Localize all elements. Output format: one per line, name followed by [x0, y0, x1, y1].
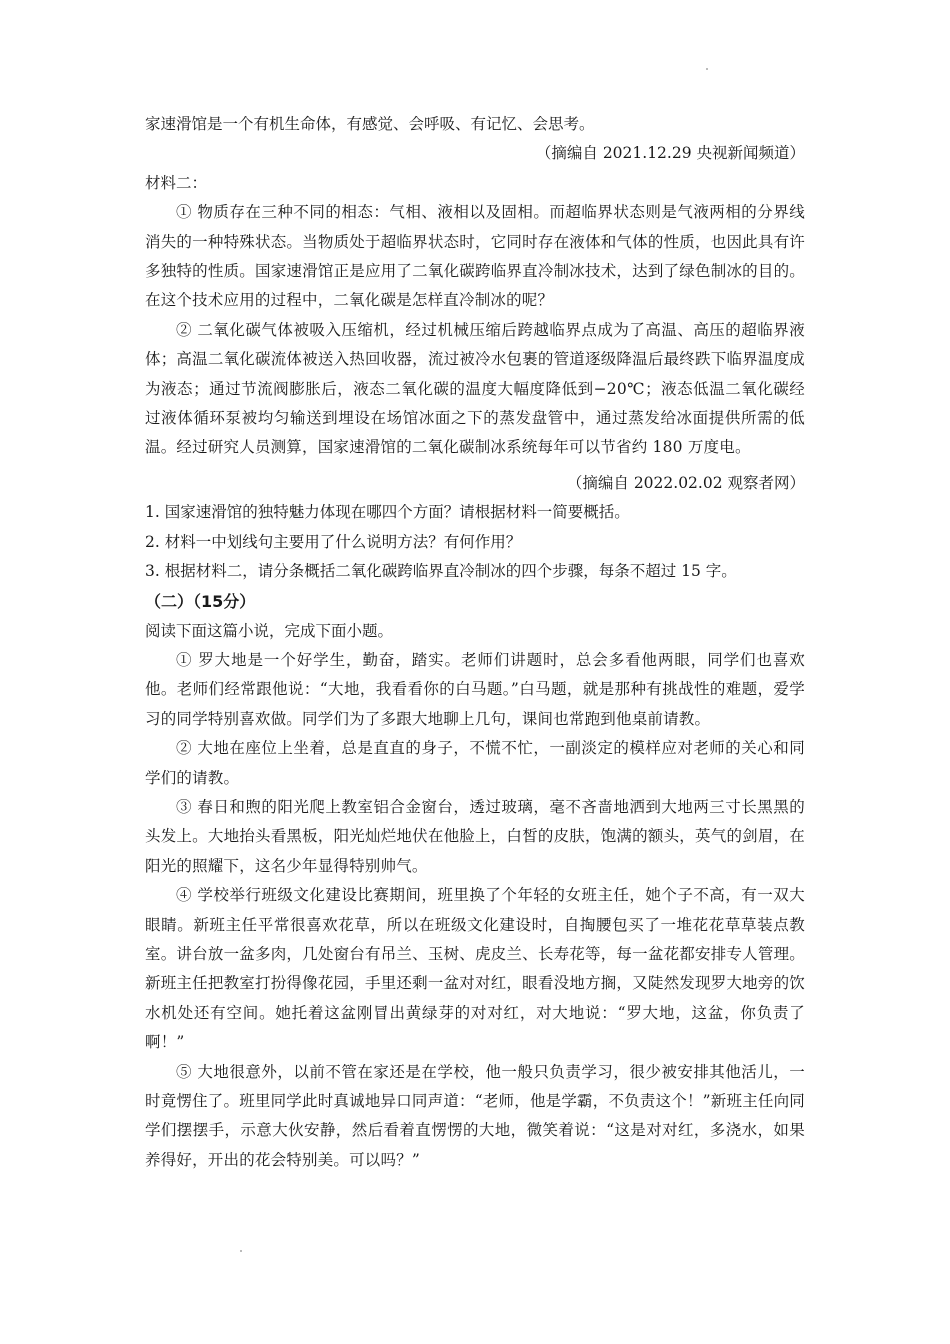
material2-paragraph-2: ② 二氧化碳气体被吸入压缩机，经过机械压缩后跨越临界点成为了高温、高压的超临界液体；高温二氧化碳流体被送入热回收器，流过被冷水包裹的管道逐级降温后最终跌下临界温度成为液态；通过节流阀膨胀后，液态二氧化碳的温度大幅度降低到−20℃；液态低温二氧化碳经过液体循环泵被均匀输送到埋设在场馆冰面之下的蒸发盘管中，通过蒸发给冰面提供所需的低温。经过研究人员测算，国家速滑馆的二氧化碳制冰系统每年可以节省约 180 万度电。: [145, 320, 805, 457]
page-mark-top: [706, 68, 708, 70]
question-1: 1. 国家速滑馆的独特魅力体现在哪四个方面？请根据材料一简要概括。: [145, 503, 630, 522]
question-3: 3. 根据材料二，请分条概括二氧化碳跨临界直冷制冰的四个步骤，每条不超过 15 字。: [145, 562, 737, 581]
story-paragraph-2: ② 大地在座位上坐着，总是直直的身子，不慌不忙，一副淡定的模样应对老师的关心和同学们的请教。: [145, 739, 805, 787]
section-2-title: （二）（15分）: [145, 591, 256, 611]
question-2: 2. 材料一中划线句主要用了什么说明方法？有何作用？: [145, 532, 522, 551]
page-mark-bottom: [240, 1250, 242, 1252]
section-2-intro: 阅读下面这篇小说，完成下面小题。: [145, 621, 394, 640]
material2-heading: 材料二：: [145, 173, 208, 192]
story-paragraph-3: ③ 春日和煦的阳光爬上教室铝合金窗台，透过玻璃，毫不吝啬地洒到大地两三寸长黑黑的头发上。大地抬头看黑板，阳光灿烂地伏在他脸上，白皙的皮肤，饱满的额头，英气的剑眉，在阳光的照耀下，这名少年显得特别帅气。: [145, 797, 805, 875]
story-paragraph-5: ⑤ 大地很意外，以前不管在家还是在学校，他一般只负责学习，很少被安排其他活儿，一时竟愣住了。班里同学此时真诚地异口同声道：“老师，他是学霸，不负责这个！”新班主任向同学们摆摆手，示意大伙安静，然后看着直愣愣的大地，微笑着说：“这是对对红，多浇水，如果养得好，开出的花会特别美。可以吗？”: [145, 1062, 805, 1169]
document-page: [145, 110, 805, 1175]
material1-tail: 家速滑馆是一个有机生命体，有感觉、会呼吸、有记忆、会思考。: [145, 115, 595, 133]
material2-paragraph-1: ① 物质存在三种不同的相态：气相、液相以及固相。而超临界状态则是气液两相的分界线消失的一种特殊状态。当物质处于超临界状态时，它同时存在液体和气体的性质，也因此具有许多独特的性质。国家速滑馆正是应用了二氧化碳跨临界直冷制冰技术，达到了绿色制冰的目的。在这个技术应用的过程中，二氧化碳是怎样直冷制冰的呢？: [145, 203, 805, 310]
story-paragraph-4: ④ 学校举行班级文化建设比赛期间，班里换了个年轻的女班主任，她个子不高，有一双大眼睛。新班主任平常很喜欢花草，所以在班级文化建设时，自掏腰包买了一堆花花草草装点教室。讲台放一盆多肉，几处窗台有吊兰、玉树、虎皮兰、长寿花等，每一盆花都安排专人管理。新班主任把教室打扮得像花园，手里还剩一盆对对红，眼看没地方搁，又陡然发现罗大地旁的饮水机处还有空间。她托着这盆刚冒出黄绿芽的对对红，对大地说：“罗大地，这盆，你负责了啊！”: [145, 886, 805, 1052]
story-paragraph-1: ① 罗大地是一个好学生，勤奋，踏实。老师们讲题时，总会多看他两眼，同学们也喜欢他。老师们经常跟他说：“大地，我看看你的白马题。”白马题，就是那种有挑战性的难题，爱学习的同学特别喜欢做。同学们为了多跟大地聊上几句，课间也常跑到他桌前请教。: [145, 650, 805, 728]
material1-source: （摘编自 2021.12.29 央视新闻频道）: [535, 144, 805, 163]
material2-source: （摘编自 2022.02.02 观察者网）: [566, 473, 805, 492]
